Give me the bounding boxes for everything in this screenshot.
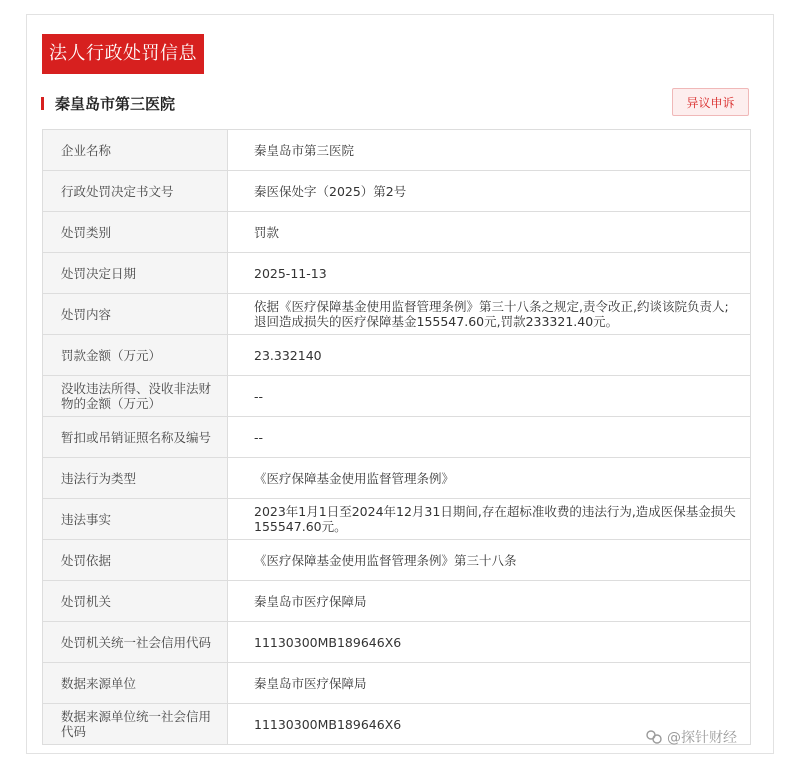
row-value: 2023年1月1日至2024年12月31日期间,存在超标准收费的违法行为,造成医保基金损失155547.60元。 (228, 499, 751, 540)
table-row (43, 622, 751, 663)
watermark-text: @探针财经 (667, 730, 737, 746)
row-value: 依据《医疗保障基金使用监督管理条例》第三十八条之规定,责令改正,约谈该院负责人;退回造成损失的医疗保障基金155547.60元,罚款233321.40元。 (228, 294, 751, 335)
row-label: 罚款金额（万元） (43, 335, 228, 376)
row-value: 《医疗保障基金使用监督管理条例》第三十八条 (228, 540, 751, 581)
row-label: 行政处罚决定书文号 (43, 171, 228, 212)
table-row (43, 376, 751, 417)
table-row (43, 171, 751, 212)
app-logo-icon (645, 728, 663, 746)
table-row (43, 540, 751, 581)
row-value: 23.332140 (228, 335, 751, 376)
table-row (43, 335, 751, 376)
row-value: 11130300MB189646X6 (228, 622, 751, 663)
section-title: 秦皇岛市第三医院 (55, 94, 176, 113)
row-label: 数据来源单位统一社会信用代码 (43, 704, 228, 745)
watermark (645, 727, 737, 747)
table-row (43, 417, 751, 458)
row-value: -- (228, 376, 751, 417)
row-value: -- (228, 417, 751, 458)
row-value: 11130300MB189646X6 (228, 704, 751, 745)
penalty-info-card (26, 14, 774, 754)
row-value: 2025-11-13 (228, 253, 751, 294)
row-label: 企业名称 (43, 130, 228, 171)
row-label: 处罚依据 (43, 540, 228, 581)
page-title: 法人行政处罚信息 (42, 34, 204, 74)
table-row (43, 294, 751, 335)
table-row (43, 499, 751, 540)
row-value: 《医疗保障基金使用监督管理条例》 (228, 458, 751, 499)
objection-button[interactable]: 异议申诉 (672, 88, 749, 116)
row-label: 没收违法所得、没收非法财物的金额（万元） (43, 376, 228, 417)
row-label: 违法行为类型 (43, 458, 228, 499)
table-row (43, 663, 751, 704)
table-row (43, 458, 751, 499)
table-row (43, 253, 751, 294)
row-value: 秦皇岛市医疗保障局 (228, 581, 751, 622)
penalty-info-table (42, 129, 751, 745)
row-label: 数据来源单位 (43, 663, 228, 704)
section-header (41, 93, 175, 113)
row-value: 秦皇岛市医疗保障局 (228, 663, 751, 704)
row-label: 处罚类别 (43, 212, 228, 253)
row-label: 违法事实 (43, 499, 228, 540)
row-label: 暂扣或吊销证照名称及编号 (43, 417, 228, 458)
section-marker (41, 97, 44, 110)
table-row (43, 581, 751, 622)
row-label: 处罚机关统一社会信用代码 (43, 622, 228, 663)
table-row (43, 212, 751, 253)
row-label: 处罚内容 (43, 294, 228, 335)
row-label: 处罚决定日期 (43, 253, 228, 294)
row-value: 秦医保处字（2025）第2号 (228, 171, 751, 212)
row-value: 罚款 (228, 212, 751, 253)
row-label: 处罚机关 (43, 581, 228, 622)
table-row (43, 130, 751, 171)
row-value: 秦皇岛市第三医院 (228, 130, 751, 171)
